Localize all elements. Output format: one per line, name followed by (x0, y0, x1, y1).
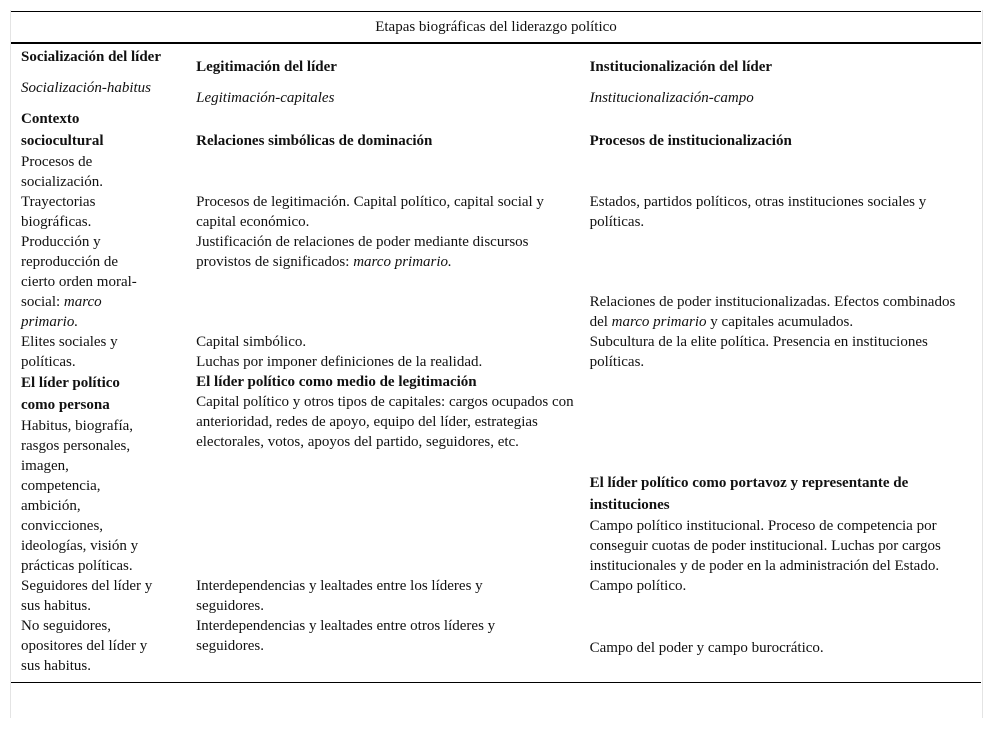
col1-section1-heading: Contexto sociocultural (21, 111, 104, 149)
table-caption: Etapas biográficas del liderazgo político (11, 12, 981, 44)
col3-item-subcultura: Subcultura de la elite política. Presencia en instituciones políticas. (589, 334, 928, 370)
col1-item-no-seguidores: No seguidores, opositores del líder y sus habitus. (21, 618, 148, 674)
col2-section1-heading: Relaciones simbólicas de dominación (196, 133, 433, 149)
col1-item-elites: Elites sociales y políticas. (21, 334, 118, 370)
col2-item-capital-simbolico: Capital simbólico. (196, 334, 307, 350)
col2-subtitle: Legitimación-capitales (196, 90, 335, 106)
col2-item-interdependencias-lideres: Interdependencias y lealtades entre los líderes y seguidores. (196, 578, 483, 614)
col2-item-interdependencias-otros: Interdependencias y lealtades entre otros líderes y seguidores. (196, 618, 496, 654)
col3-item-campo-politico: Campo político. (589, 578, 687, 594)
col3-subtitle: Institucionalización-campo (589, 90, 754, 106)
col2-section2-heading: El líder político como medio de legitimación (196, 374, 477, 390)
col1-item-produccion: Producción y reproducción de cierto orden moral-social: marco primario. (21, 234, 137, 330)
col3-item-estados: Estados, partidos políticos, otras instituciones sociales y políticas. (589, 194, 927, 230)
col1-item-trayectorias: Trayectorias biográficas. (21, 194, 96, 230)
col3-section2-heading: El líder político como portavoz y representante de instituciones (589, 475, 909, 513)
col1-section2-heading: El líder político como persona (21, 375, 120, 413)
col2-item-capital-politico: Capital político y otros tipos de capitales: cargos ocupados con anterioridad, redes de apoyo, equipo del líder, estrategias electorales, votos, apoyos del partido, seguidores, etc. (196, 394, 574, 450)
col2-item-procesos-legitimacion: Procesos de legitimación. Capital político, capital social y capital económico. (196, 194, 544, 230)
col1-subtitle: Socialización-habitus (21, 80, 151, 96)
col3-section1-heading: Procesos de institucionalización (589, 133, 792, 149)
col2-item-justificacion: Justificación de relaciones de poder mediante discursos provistos de significados: marco primario. (196, 234, 529, 270)
col2-item-luchas: Luchas por imponer definiciones de la realidad. (196, 354, 483, 370)
col2-title: Legitimación del líder (196, 59, 337, 75)
col1-title: Socialización del líder (21, 49, 161, 65)
col3-item-campo-poder: Campo del poder y campo burocrático. (589, 640, 824, 656)
col1-item-seguidores: Seguidores del líder y sus habitus. (21, 578, 153, 614)
col1-item-habitus: Habitus, biografía, rasgos personales, imagen, competencia, ambición, convicciones, ideologías, visión y prácticas políticas. (21, 418, 139, 574)
leadership-stages-table (11, 11, 981, 683)
col3-item-relaciones-poder: Relaciones de poder institucionalizadas. Efectos combinados del marco primario y capitales acumulados. (589, 294, 956, 330)
col1-item-socializacion: Procesos de socialización. (21, 154, 104, 190)
col3-item-campo-institucional: Campo político institucional. Proceso de competencia por conseguir cuotas de poder institucional. Luchas por cargos institucionales y de poder en la administración del Estado. (589, 518, 941, 574)
col3-title: Institucionalización del líder (589, 59, 773, 75)
